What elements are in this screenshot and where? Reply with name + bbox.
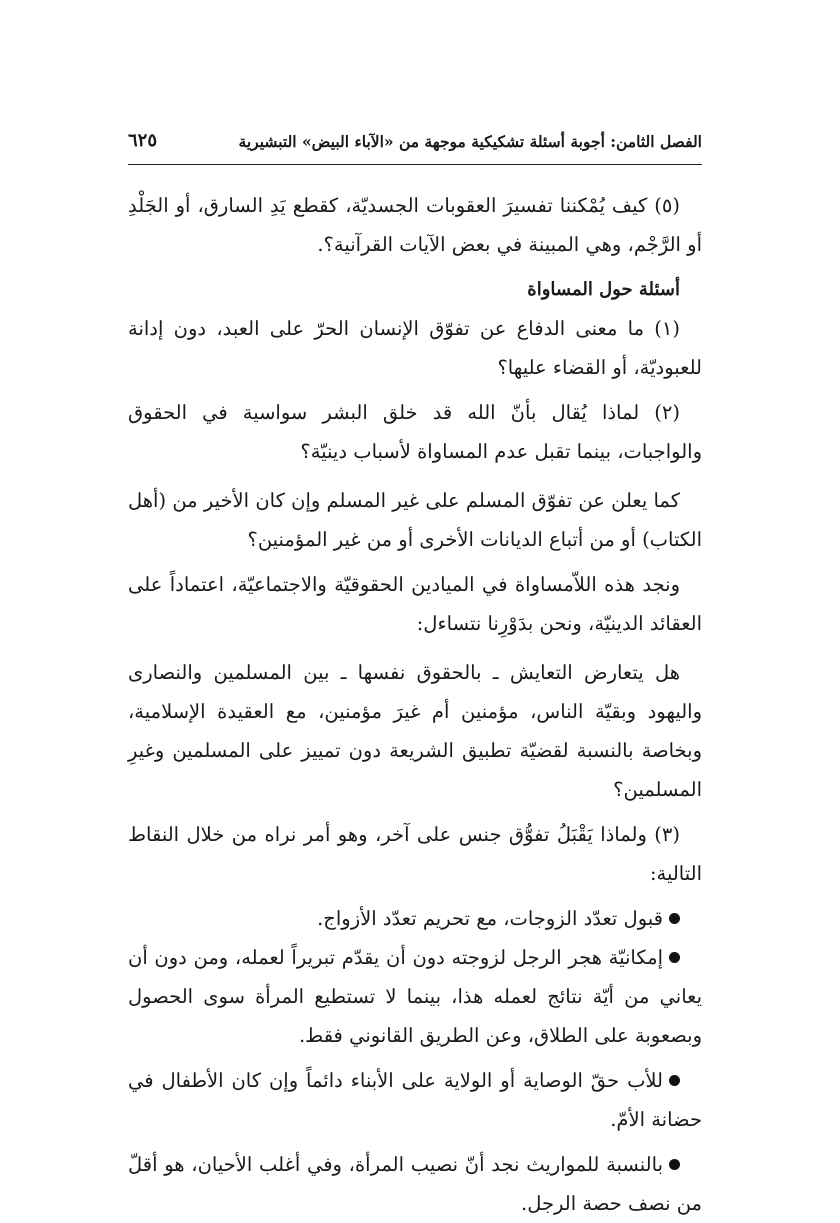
bullet-text: إمكانيّة هجر الرجل لزوجته دون أن يقدّم تبريراً لعمله، ومن دون أن يعاني من أيّة نتائج لعمله هذا، بينما لا تستطيع المرأة سوى الحصول وبصعوبة على الطلاق، وعن الطريق القانوني فقط. [128, 946, 702, 1047]
question-1: (١) ما معنى الدفاع عن تفوّق الإنسان الحرّ على العبد، دون إدانة للعبوديّة، أو القضاء عليها؟ [128, 317, 702, 379]
paragraph-inequality: ونجد هذه اللاّمساواة في الميادين الحقوقيّة والاجتماعيّة، اعتماداً على العقائد الدينيّة، ونحن بدَوْرِنا نتساءل: [128, 573, 702, 635]
section-heading: أسئلة حول المساواة [527, 279, 680, 300]
bullet-icon [669, 913, 680, 924]
bullet-text: قبول تعدّد الزوجات، مع تحريم تعدّد الأزواج. [317, 907, 663, 930]
bullet-icon [669, 1159, 680, 1170]
bullet-item [128, 1145, 702, 1223]
bullet-icon [669, 952, 680, 963]
bullet-item [128, 1061, 702, 1139]
question-3: (٣) ولماذا يَقْبَلُ تفوُّق جنس على آخر، وهو أمر نراه من خلال النقاط التالية: [128, 823, 702, 885]
paragraph-superiority: كما يعلن عن تفوّق المسلم على غير المسلم وإن كان الأخير من (أهل الكتاب) أو من أتباع الديانات الأخرى أو من غير المؤمنين؟ [128, 489, 702, 551]
page-header [128, 128, 702, 165]
bullet-text: للأب حقّ الوصاية أو الولاية على الأبناء دائماً وإن كان الأطفال في حضانة الأمّ. [128, 1069, 702, 1131]
page-body [128, 186, 702, 1223]
bullet-text: بالنسبة للمواريث نجد أنّ نصيب المرأة، وفي أغلب الأحيان، هو أقلّ من نصف حصة الرجل. [128, 1153, 702, 1215]
bullet-item [128, 899, 702, 938]
bullet-item [128, 938, 702, 1055]
question-5: (٥) كيف يُمْكننا تفسيرَ العقوبات الجسديّة، كقطع يَدِ السارق، أو الجَلْدِ أو الرَّجْم، وهي المبينة في بعض الآيات القرآنية؟. [128, 194, 702, 256]
page-number: ٦٢٥ [128, 130, 158, 151]
running-title: الفصل الثامن: أجوبة أسئلة تشكيكية موجهة من «الآباء البيض» التبشيرية [238, 132, 702, 151]
paragraph-coexistence: هل يتعارض التعايش ـ بالحقوق نفسها ـ بين المسلمين والنصارى واليهود وبقيّة الناس، مؤمنين أم غيرَ مؤمنين، مع العقيدة الإسلامية، وبخاصة بالنسبة لقضيّة تطبيق الشريعة دون تمييز على المسلمين وغيرِ المسلمين؟ [128, 661, 702, 801]
bullet-icon [669, 1075, 680, 1086]
question-2: (٢) لماذا يُقال بأنّ الله قد خلق البشر سواسية في الحقوق والواجبات، بينما تقبل عدم المساواة لأسباب دينيّة؟ [128, 401, 702, 463]
